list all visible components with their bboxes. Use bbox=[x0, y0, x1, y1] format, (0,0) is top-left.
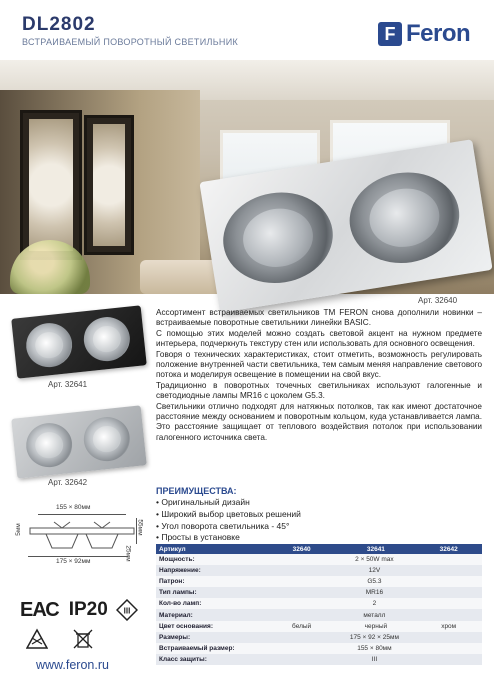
wall-picture bbox=[20, 110, 82, 260]
row-label: Материал: bbox=[156, 609, 267, 620]
row-value: белый bbox=[267, 621, 337, 632]
row-label: Кол-во ламп: bbox=[156, 598, 267, 609]
description-paragraph: Говоря о технических характеристиках, стоит отметить, возможность регулировать положение внутренней части светильника, тем самым меняя направление светового потока и моделируя освещение в помещении на свой вкус. bbox=[156, 349, 482, 380]
lamp-ring bbox=[24, 321, 74, 370]
fixture-profile-icon bbox=[28, 518, 136, 552]
row-value: 2 bbox=[267, 598, 482, 609]
model-subtitle: ВСТРАИВАЕМЫЙ ПОВОРОТНЫЙ СВЕТИЛЬНИК bbox=[22, 37, 239, 47]
advantage-item: • Угол поворота светильника - 45° bbox=[156, 521, 301, 533]
row-value: 2 × 50W max bbox=[267, 554, 482, 565]
website-link[interactable]: www.feron.ru bbox=[36, 658, 109, 672]
row-label: Тип лампы: bbox=[156, 587, 267, 598]
advantages-title: ПРЕИМУЩЕСТВА: bbox=[156, 486, 237, 496]
dimension-drawing bbox=[14, 504, 150, 578]
table-row bbox=[156, 621, 482, 632]
row-label: Цвет основания: bbox=[156, 621, 267, 632]
row-value: G5.3 bbox=[267, 576, 482, 587]
row-label: Напряжение: bbox=[156, 565, 267, 576]
row-label: Встраиваемый размер: bbox=[156, 643, 267, 654]
wall-picture bbox=[84, 115, 134, 255]
dimension-bottom: 175 × 92мм bbox=[56, 558, 91, 565]
table-row bbox=[156, 576, 482, 587]
dimension-line bbox=[38, 514, 126, 515]
certifications bbox=[20, 598, 138, 622]
dimension-right-depth: 25мм bbox=[124, 545, 132, 562]
lamp-ring bbox=[82, 415, 132, 464]
lamp-ring bbox=[343, 165, 466, 271]
article-black: Арт. 32641 bbox=[48, 380, 88, 389]
row-value: 175 × 92 × 25мм bbox=[267, 632, 482, 643]
warning-triangle-icon bbox=[26, 628, 48, 650]
row-value: III bbox=[267, 654, 482, 665]
table-header-cell: Артикул bbox=[156, 544, 267, 554]
table-header-cell: 32642 bbox=[415, 544, 482, 554]
article-main: Арт. 32640 bbox=[418, 296, 458, 305]
row-label: Класс защиты: bbox=[156, 654, 267, 665]
advantage-item: • Широкий выбор цветовых решений bbox=[156, 509, 301, 521]
logo-mark-icon: F bbox=[378, 22, 402, 46]
black-fixture-image bbox=[11, 305, 147, 378]
row-value: 155 × 80мм bbox=[267, 643, 482, 654]
dimension-left: 5мм bbox=[14, 523, 22, 536]
crossed-bin-icon bbox=[72, 628, 94, 650]
advantage-item: • Просты в установке bbox=[156, 532, 301, 544]
table-header-row bbox=[156, 544, 482, 554]
table-row bbox=[156, 598, 482, 609]
table-row bbox=[156, 554, 482, 565]
description-paragraph: Светильники отлично подходят для натяжных потолков, так как имеют достаточное расстояние между основанием и поворотным кольцом, куда устанавливается лампа. Это расстояние защищает от теплового воздействия потолок при использовании галогенного источника света. bbox=[156, 401, 482, 442]
row-value: металл bbox=[267, 609, 482, 620]
header bbox=[0, 0, 494, 60]
row-label: Патрон: bbox=[156, 576, 267, 587]
table-header-cell: 32640 bbox=[267, 544, 337, 554]
model-title: DL2802 bbox=[22, 14, 96, 35]
description-paragraph: Традиционно в поворотных точечных светильниках используют галогенные и светодиодные лампы MR16 с цоколем G5.3. bbox=[156, 380, 482, 401]
lamp-ring bbox=[217, 185, 340, 291]
lamp-ring bbox=[24, 421, 74, 470]
row-label: Мощность: bbox=[156, 554, 267, 565]
table-row bbox=[156, 609, 482, 620]
dimension-line bbox=[28, 556, 128, 557]
description-paragraph: Ассортимент встраиваемых светильников ТМ FERON снова дополнили новинки – встраиваемые поворотные светильники линейки BASIC. bbox=[156, 308, 482, 328]
protection-class-icon bbox=[116, 599, 138, 621]
table-row bbox=[156, 587, 482, 598]
specs-table bbox=[156, 544, 482, 665]
description-paragraph: С помощью этих моделей можно создать световой акцент на нужном предмете интерьера, подчеркнуть текстуру стен или использовать для основного освещения. bbox=[156, 328, 482, 349]
brand-logo bbox=[378, 20, 470, 48]
row-label: Размеры: bbox=[156, 632, 267, 643]
advantage-item: • Оригинальный дизайн bbox=[156, 497, 301, 509]
table-row bbox=[156, 654, 482, 665]
ip-rating: IP20 bbox=[68, 599, 108, 620]
table-row bbox=[156, 632, 482, 643]
dimension-right-height: 55мм bbox=[136, 519, 144, 536]
row-value: MR16 bbox=[267, 587, 482, 598]
advantages-list bbox=[156, 497, 301, 544]
row-value: 12V bbox=[267, 565, 482, 576]
warning-icons bbox=[26, 628, 94, 650]
row-value: хром bbox=[415, 621, 482, 632]
article-silver: Арт. 32642 bbox=[48, 478, 88, 487]
table-header-cell: 32641 bbox=[336, 544, 415, 554]
description bbox=[156, 308, 482, 443]
table-row bbox=[156, 565, 482, 576]
lamp-ring bbox=[82, 315, 132, 364]
table-row bbox=[156, 643, 482, 654]
silver-fixture-image bbox=[11, 405, 147, 478]
protection-class-text: III bbox=[123, 606, 131, 616]
row-value: черный bbox=[336, 621, 415, 632]
eac-mark: ЕАС bbox=[20, 598, 59, 621]
logo-text: Feron bbox=[406, 20, 471, 47]
dimension-top: 155 × 80мм bbox=[56, 504, 91, 511]
